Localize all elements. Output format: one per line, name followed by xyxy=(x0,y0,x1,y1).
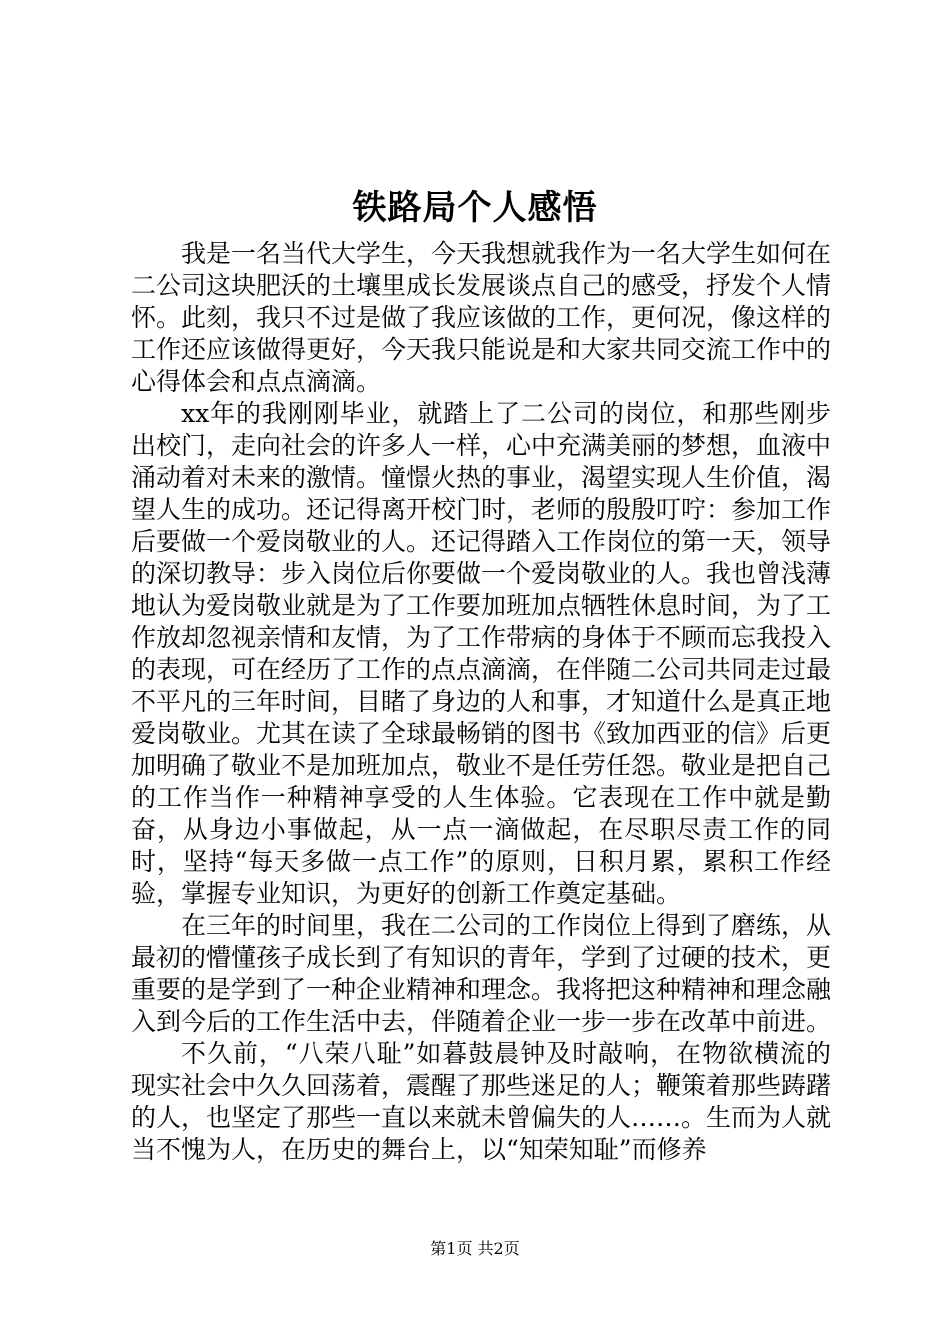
paragraph: 在三年的时间里，我在二公司的工作岗位上得到了磨练，从最初的懵懂孩子成长到了有知识的青年，学到了过硬的技术，更重要的是学到了一种企业精神和理念。我将把这种精神和理念融入到今后的工作生活中去，伴随着企业一步一步在改革中前进。 xyxy=(131,911,832,1036)
document-body xyxy=(131,238,831,1166)
paragraph: xx年的我刚刚毕业，就踏上了二公司的岗位，和那些刚步出校门，走向社会的许多人一样，心中充满美丽的梦想，血液中涌动着对未来的激情。憧憬火热的事业，渴望实现人生价值，渴望人生的成功。还记得离开校门时，老师的殷殷叮咛：参加工作后要做一个爱岗敬业的人。还记得踏入工作岗位的第一天，领导的深切教导：步入岗位后你要做一个爱岗敬业的人。我也曾浅薄地认为爱岗敬业就是为了工作要加班加点牺牲休息时间，为了工作放却忽视亲情和友情，为了工作带病的身体于不顾而忘我投入的表现，可在经历了工作的点点滴滴，在伴随二公司共同走过最不平凡的三年时间，目睹了身边的人和事，才知道什么是真正地爱岗敬业。尤其在读了全球最畅销的图书《致加西亚的信》后更加明确了敬业不是加班加点，敬业不是任劳任怨。敬业是把自己的工作当作一种精神享受的人生体验。它表现在工作中就是勤奋，从身边小事做起，从一点一滴做起，在尽职尽责工作的同时，坚持“每天多做一点工作”的原则，日积月累，累积工作经验，掌握专业知识，为更好的创新工作奠定基础。 xyxy=(131,399,832,908)
page-footer: 第1页 共2页 xyxy=(430,1239,520,1258)
paragraph: 我是一名当代大学生，今天我想就我作为一名大学生如何在二公司这块肥沃的土壤里成长发展谈点自己的感受，抒发个人情怀。此刻，我只不过是做了我应该做的工作，更何况，像这样的工作还应该做得更好，今天我只能说是和大家共同交流工作中的心得体会和点点滴滴。 xyxy=(131,239,832,396)
paragraph: 不久前，“八荣八耻”如暮鼓晨钟及时敲响，在物欲横流的现实社会中久久回荡着，震醒了那些迷足的人；鞭策着那些踌躇的人，也坚定了那些一直以来就未曾偏失的人……。生而为人就当不愧为人，在历史的舞台上，以“知荣知耻”而修养 xyxy=(131,1039,832,1164)
document-title: 铁路局个人感悟 xyxy=(352,188,598,228)
